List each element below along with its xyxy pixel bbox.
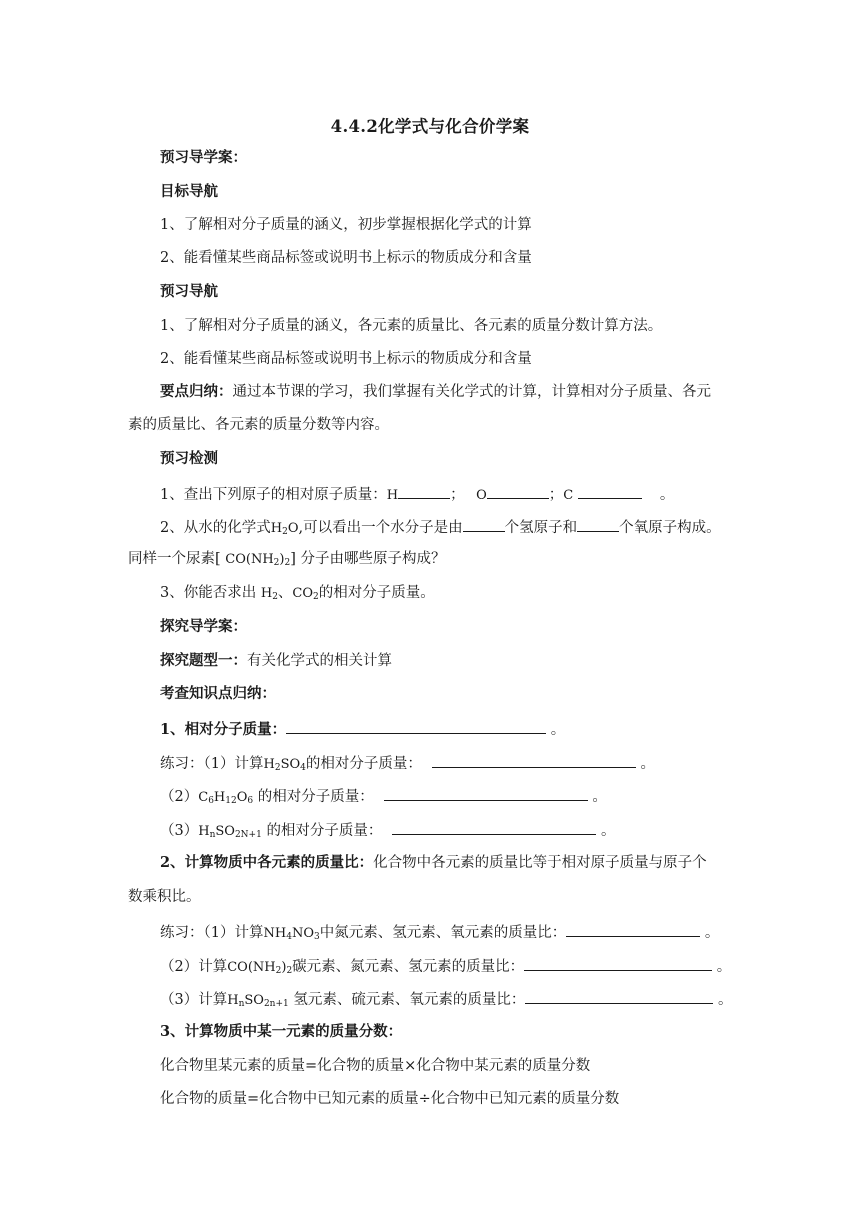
blank-o[interactable] <box>487 483 549 499</box>
blank-hydrogen-count[interactable] <box>463 516 505 532</box>
blank-ratio-1[interactable] <box>566 921 700 937</box>
preview-heading: 预习导学案： <box>160 149 247 166</box>
explore-heading: 探究导学案： <box>160 618 247 635</box>
page-title: 4.4.2化学式与化合价学案 <box>330 117 530 136</box>
key-points-line-1 <box>160 382 711 402</box>
guide-heading: 预习导航 <box>160 283 218 300</box>
blank-exercise-1[interactable] <box>432 752 636 768</box>
blank-c[interactable] <box>578 483 642 499</box>
blank-h[interactable] <box>398 483 450 499</box>
goals-heading: 目标导航 <box>160 183 218 200</box>
key-points-label: 要点归纳： <box>160 383 233 400</box>
test-question-3: 3、你能否求出 $H_2$、$CO_2$的相对分子质量。 <box>160 585 435 602</box>
summary-heading: 考查知识点归纳： <box>160 685 276 702</box>
exercise-2: $(2)C_6H_{12}O_6$ 的相对分子质量： 。 <box>160 785 607 808</box>
point-1: 1、相对分子质量： 。 <box>160 718 565 740</box>
goal-item-2: 2、能看懂某些商品标签或说明书上标示的物质成分和含量 <box>160 250 532 266</box>
ratio-exercise-1: 练习：（1）计算$NH_4NO_3$中氮元素、氢元素、氧元素的质量比： 。 <box>160 921 719 944</box>
point-2-line-2: 数乘积比。 <box>128 889 201 905</box>
blank-exercise-3[interactable] <box>392 819 596 835</box>
point-2: 2、计算物质中各元素的质量比：化合物中各元素的质量比等于相对原子质量与原子个 <box>160 854 707 871</box>
point-3-formula-1: 化合物里某元素的质量=化合物的质量×化合物中某元素的质量分数 <box>160 1058 591 1074</box>
explore-type-1: 探究题型一：有关化学式的相关计算 <box>160 652 392 669</box>
point-3: 3、计算物质中某一元素的质量分数： <box>160 1023 403 1040</box>
goal-item-1: 1、了解相对分子质量的涵义，初步掌握根据化学式的计算 <box>160 217 532 233</box>
blank-oxygen-count[interactable] <box>577 516 619 532</box>
test-question-2-line-2: 同样一个尿素[ $CO(NH_2)_2$] 分子由哪些原子构成？ <box>128 551 446 568</box>
blank-ratio-2[interactable] <box>524 955 712 971</box>
exercise-3: $(3)H_nSO_{2N+1}$ 的相对分子质量： 。 <box>160 819 616 842</box>
ratio-exercise-2: （2）计算$CO(NH_2)_2$碳元素、氮元素、氢元素的质量比： 。 <box>160 955 731 978</box>
blank-ratio-3[interactable] <box>525 988 713 1004</box>
guide-item-2: 2、能看懂某些商品标签或说明书上标示的物质成分和含量 <box>160 351 532 367</box>
key-points-line-2: 素的质量比、各元素的质量分数等内容。 <box>128 417 389 433</box>
blank-relative-molecular-mass[interactable] <box>286 718 546 734</box>
test-heading: 预习检测 <box>160 450 218 467</box>
test-question-1: 1、查出下列原子的相对原子质量：H ； O ；C 。 <box>160 483 674 506</box>
test-question-2: 2、从水的化学式$H_2O$,可以看出一个水分子是由 个氢原子和 个氧原子构成。 <box>160 516 721 539</box>
guide-item-1: 1、了解相对分子质量的涵义，各元素的质量比、各元素的质量分数计算方法。 <box>160 318 663 334</box>
blank-exercise-2[interactable] <box>384 785 588 801</box>
point-3-formula-2: 化合物的质量=化合物中已知元素的质量÷化合物中已知元素的质量分数 <box>160 1091 620 1107</box>
key-points-text: 通过本节课的学习，我们掌握有关化学式的计算，计算相对分子质量、各元 <box>232 384 711 400</box>
ratio-exercise-3: （3）计算$H_nSO_{2n+1}$ 氢元素、硫元素、氧元素的质量比： 。 <box>160 988 732 1011</box>
exercise-1: 练习：（1）计算$H_2SO_4$的相对分子质量： 。 <box>160 752 655 775</box>
